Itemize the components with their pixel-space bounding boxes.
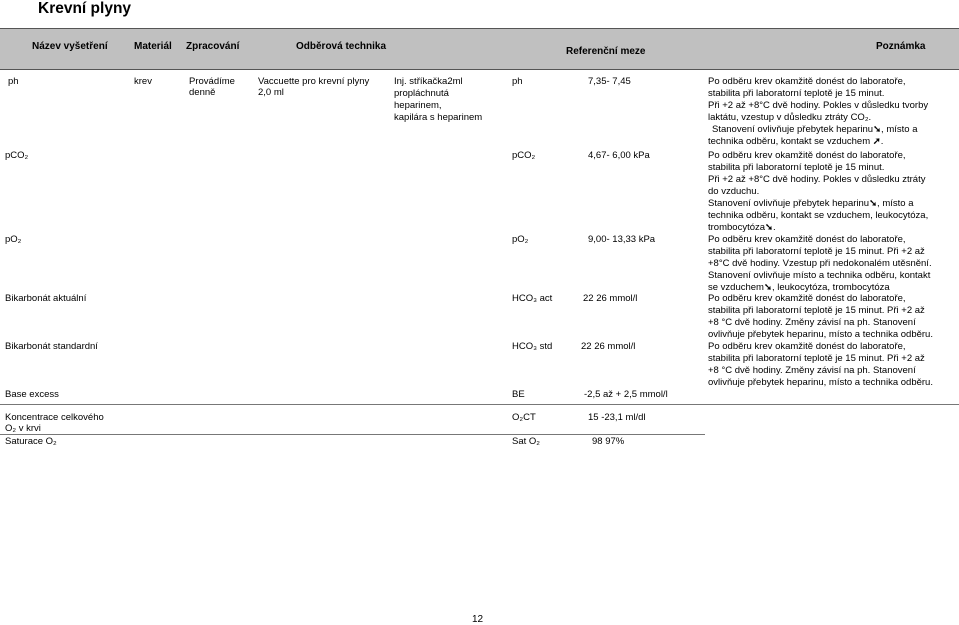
ref-value: 9,00- 13,33 kPa — [588, 234, 656, 245]
note-text: . — [880, 136, 884, 147]
arrow-down-icon: ➘ — [873, 124, 882, 135]
header-odber: Odběrová technika — [296, 41, 387, 52]
note-line: ovlivňuje přebytek heparinu, místo a technika odběru. — [708, 329, 933, 340]
ref-value: 4,67- 6,00 kPa — [588, 150, 650, 161]
row-divider — [0, 404, 959, 405]
note-line: Po odběru krev okamžitě donést do laboratoře, — [708, 293, 906, 304]
header-material: Materiál — [134, 41, 172, 52]
note-line: Stanovení ovlivňuje místo a technika odběru, kontakt — [708, 270, 931, 281]
ref-name: pCO₂ — [512, 150, 536, 161]
row-name-1: Koncentrace celkového — [5, 412, 104, 423]
note-line — [708, 198, 913, 210]
note-line: ovlivňuje přebytek heparinu, místo a technika odběru. — [708, 377, 933, 388]
header-poznamka: Poznámka — [876, 41, 926, 52]
ref-name: HCO₃ std — [512, 341, 553, 352]
row-divider — [0, 434, 705, 435]
note-line — [708, 222, 776, 234]
note-line: laktátu, vzestup v důsledku ztráty CO₂. — [708, 112, 872, 123]
row-zpracovani-2: denně — [189, 87, 216, 98]
note-text: Stanovení ovlivňuje přebytek heparinu — [712, 124, 874, 135]
note-line: Po odběru krev okamžitě donést do laboratoře, — [708, 76, 906, 87]
page-number: 12 — [472, 614, 484, 625]
note-line: Při +2 až +8°C dvě hodiny. Pokles v důsledku ztráty — [708, 174, 926, 185]
row-material: krev — [134, 76, 152, 87]
note-line: Po odběru krev okamžitě donést do laboratoře, — [708, 341, 906, 352]
row-tech-1: Vaccuette pro krevní plyny — [258, 76, 370, 87]
note-line: Po odběru krev okamžitě donést do laboratoře, — [708, 234, 906, 245]
row-name: pO₂ — [5, 234, 22, 245]
ref-name: BE — [512, 389, 525, 400]
ref-value: 15 -23,1 ml/dl — [588, 412, 646, 423]
row-tech-2: 2,0 ml — [258, 87, 284, 98]
note-line: +8 °C dvě hodiny. Změny závisí na ph. Stanovení — [708, 317, 916, 328]
note-text: se vzduchem — [708, 282, 764, 293]
row-tech-3: Inj. stříkačka2ml — [394, 76, 463, 87]
note-line: technika odběru, kontakt se vzduchem, leukocytóza, — [708, 210, 929, 221]
header-nazev: Název vyšetření — [32, 41, 108, 52]
ref-name: Sat O₂ — [512, 436, 540, 447]
arrow-down-icon: ➘ — [869, 198, 878, 209]
note-text: , místo a — [877, 198, 914, 209]
note-text: trombocytóza — [708, 222, 766, 233]
row-name: Base excess — [5, 389, 59, 400]
row-tech-5: heparinem, — [394, 100, 442, 111]
ref-value: -2,5 až + 2,5 mmol/l — [584, 389, 668, 400]
row-name: Saturace O₂ — [5, 436, 57, 447]
header-ref: Referenční meze — [566, 46, 646, 57]
row-name-2: O₂ v krvi — [5, 423, 41, 434]
page-title: Krevní plyny — [38, 0, 132, 17]
ref-name: HCO₃ act — [512, 293, 553, 304]
note-line: do vzduchu. — [708, 186, 760, 197]
note-text: . — [773, 222, 776, 233]
note-line — [712, 124, 917, 136]
ref-name: O₂CT — [512, 412, 536, 423]
arrow-down-icon: ➘ — [763, 282, 772, 293]
table-header — [0, 28, 959, 70]
ref-value: 22 26 mmol/l — [583, 293, 638, 304]
ref-name: ph — [512, 76, 523, 87]
note-text: , místo a — [881, 124, 918, 135]
note-line: stabilita při laboratorní teplotě je 15 minut. Při +2 až — [708, 353, 925, 364]
note-line: Při +2 až +8°C dvě hodiny. Pokles v důsledku tvorby — [708, 100, 929, 111]
ref-value: 7,35- 7,45 — [588, 76, 631, 87]
note-line: stabilita při laboratorní teplotě je 15 minut. — [708, 162, 885, 173]
note-line — [708, 136, 883, 148]
note-line: +8°C dvě hodiny. Vzestup při nedokonalém utěsnění. — [708, 258, 932, 269]
ref-name: pO₂ — [512, 234, 529, 245]
header-zpracovani: Zpracování — [186, 41, 240, 52]
row-name: Bikarbonát aktuální — [5, 293, 87, 304]
arrow-up-icon: ➚ — [872, 136, 881, 147]
ref-value: 22 26 mmol/l — [581, 341, 636, 352]
row-name: ph — [8, 76, 19, 87]
row-tech-4: propláchnutá — [394, 88, 449, 99]
arrow-down-icon: ➘ — [765, 222, 773, 233]
note-text: technika odběru, kontakt se vzduchem — [708, 136, 871, 147]
note-line: stabilita při laboratorní teplotě je 15 minut. Při +2 až — [708, 246, 925, 257]
note-line: Po odběru krev okamžitě donést do laboratoře, — [708, 150, 906, 161]
row-name: Bikarbonát standardní — [5, 341, 98, 352]
row-name: pCO₂ — [5, 150, 29, 161]
note-line: stabilita při laboratorní teplotě je 15 minut. — [708, 88, 885, 99]
row-tech-6: kapilára s heparinem — [394, 112, 483, 123]
ref-value: 98 97% — [592, 436, 625, 447]
note-line — [708, 282, 890, 294]
note-line: stabilita při laboratorní teplotě je 15 minut. Při +2 až — [708, 305, 925, 316]
note-line: +8 °C dvě hodiny. Změny závisí na ph. Stanovení — [708, 365, 916, 376]
note-text: Stanovení ovlivňuje přebytek heparinu — [708, 198, 870, 209]
row-zpracovani-1: Provádíme — [189, 76, 235, 87]
note-text: , leukocytóza, trombocytóza — [771, 282, 890, 293]
